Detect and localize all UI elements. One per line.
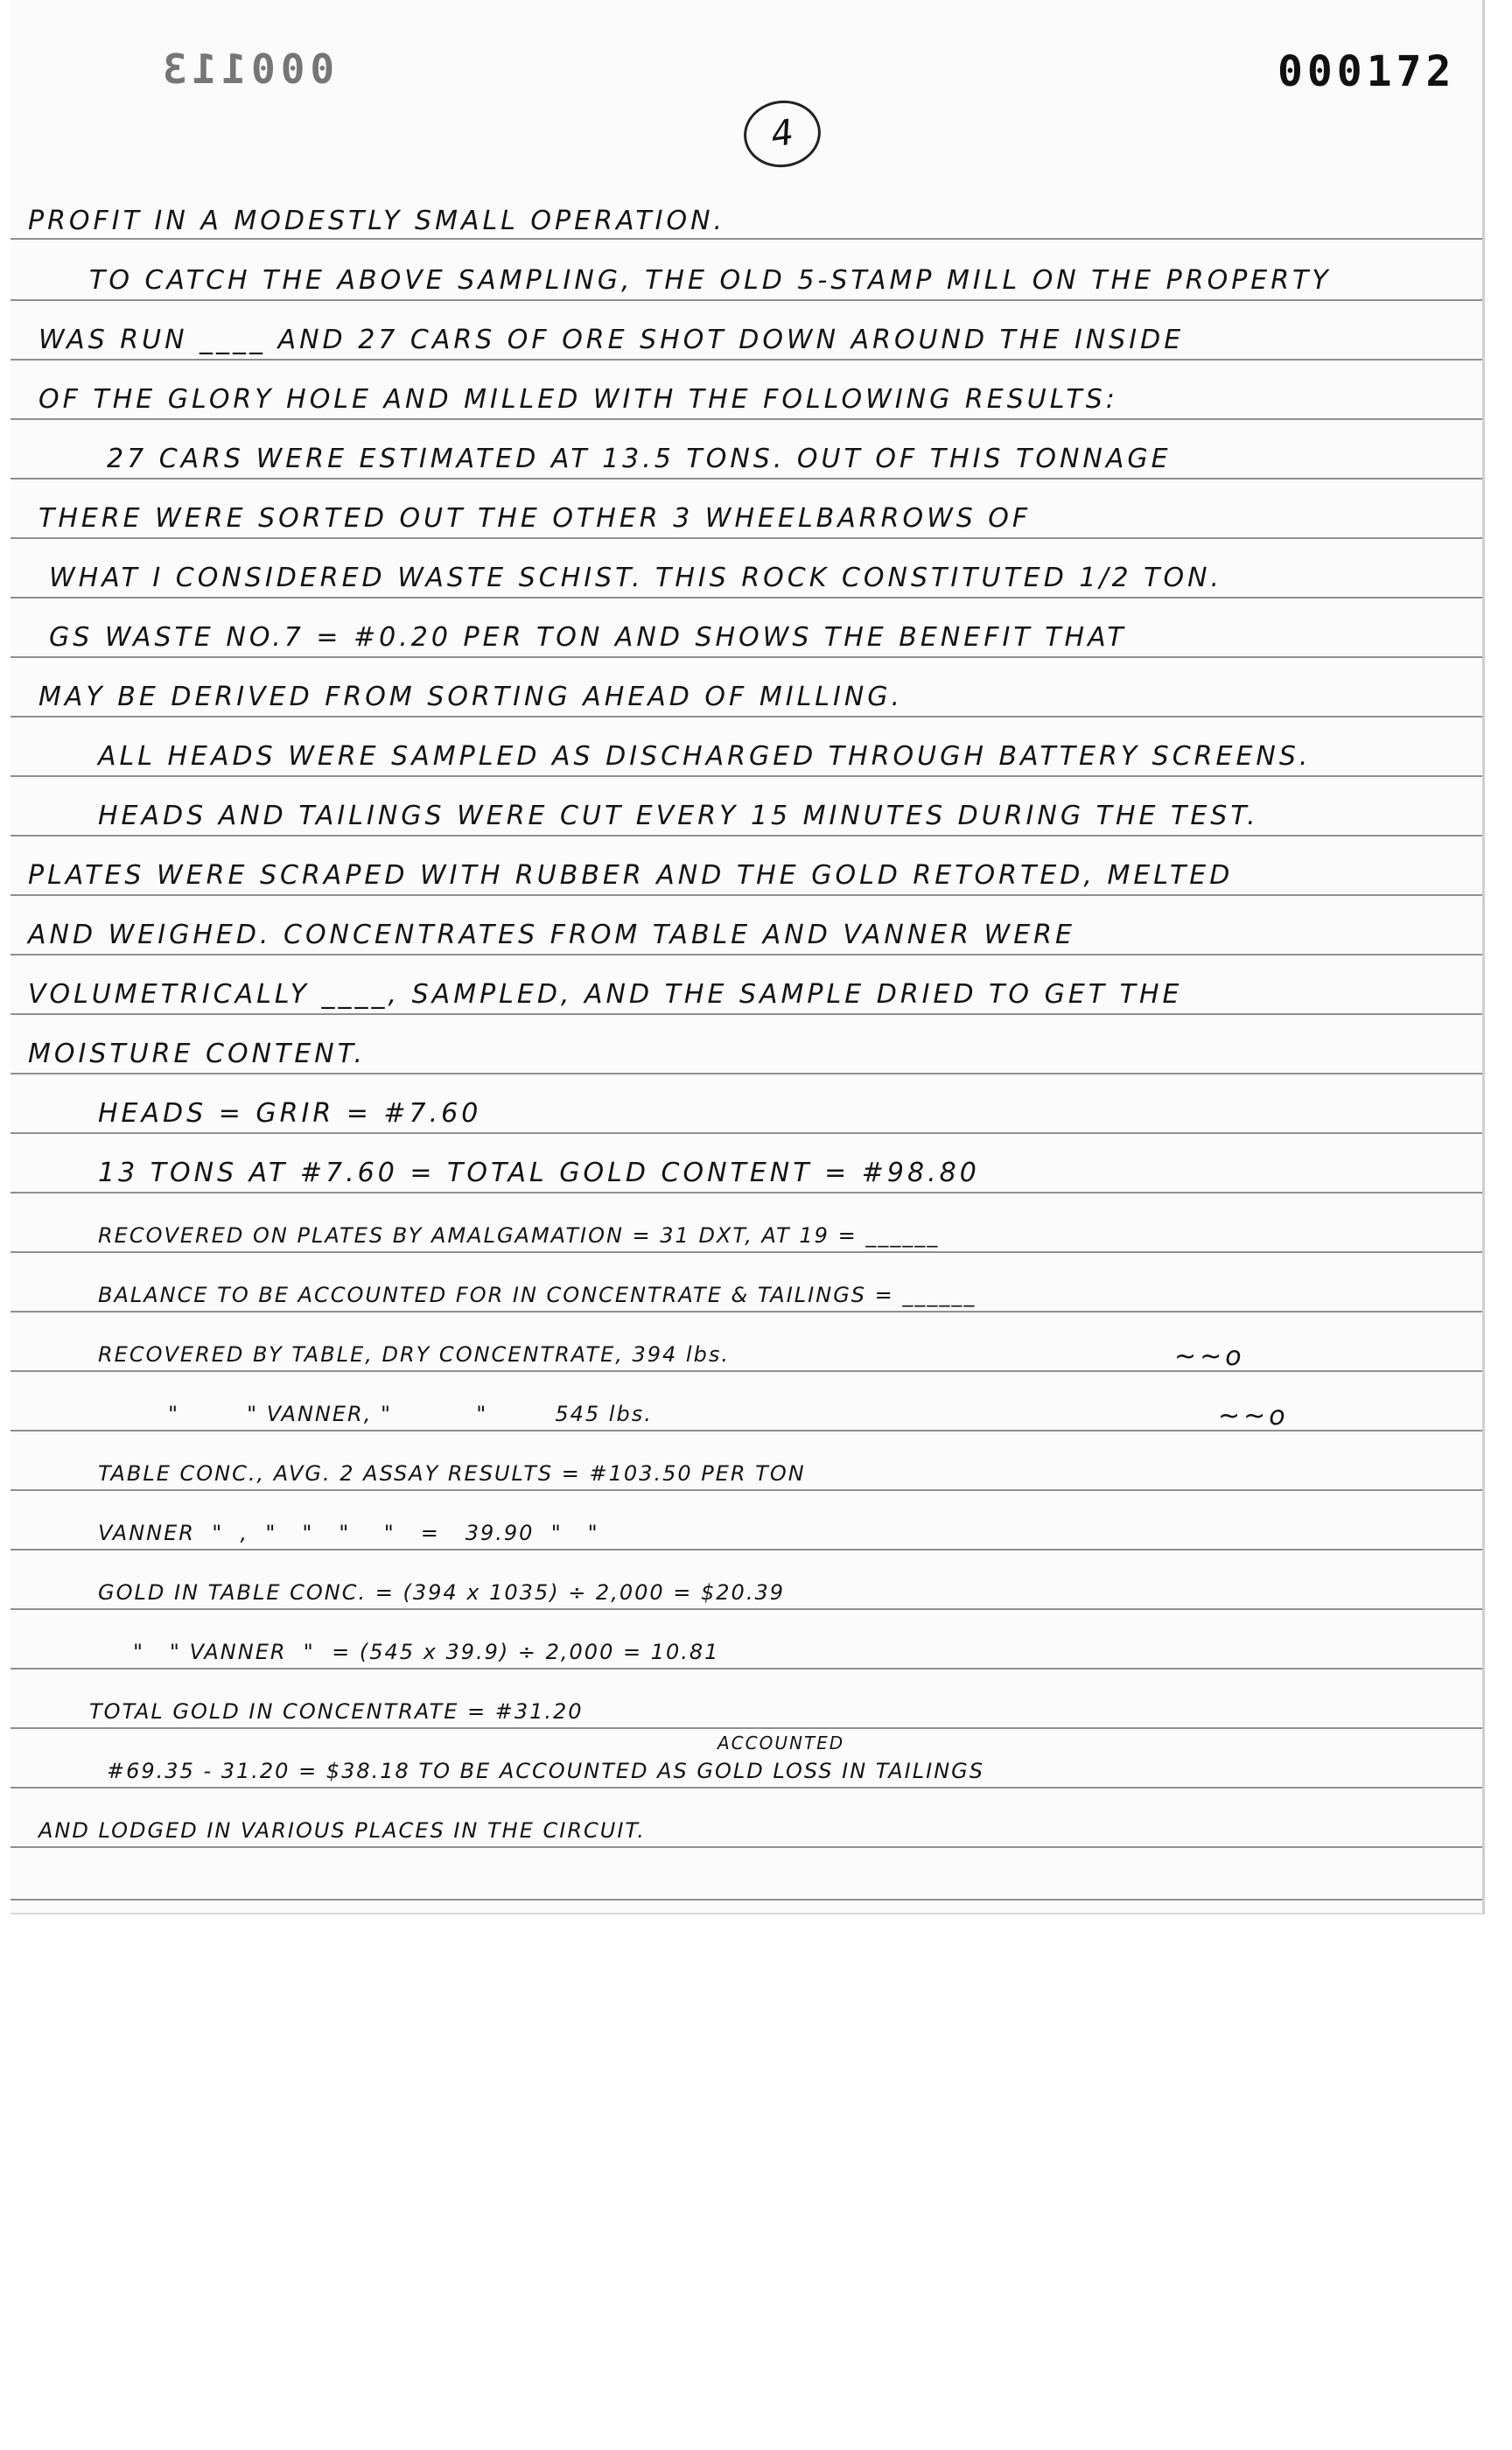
ruled-line	[10, 1013, 1482, 1015]
ruled-line	[10, 894, 1482, 896]
handwritten-line: ALL HEADS WERE SAMPLED AS DISCHARGED THROUGH BATTERY SCREENS.	[98, 741, 1312, 772]
handwritten-line: 13 TONS AT #7.60 = TOTAL GOLD CONTENT = #98.80	[98, 1158, 980, 1188]
insertion-note: ACCOUNTED	[718, 1732, 845, 1754]
handwritten-line: RECOVERED ON PLATES BY AMALGAMATION = 31 DXT, AT 19 = ______	[98, 1223, 940, 1248]
handwritten-line: TO CATCH THE ABOVE SAMPLING, THE OLD 5-STAMP MILL ON THE PROPERTY	[89, 265, 1332, 296]
handwritten-line: HEADS AND TAILINGS WERE CUT EVERY 15 MINUTES DURING THE TEST.	[98, 801, 1259, 831]
ruled-line	[10, 1489, 1482, 1491]
ruled-line	[10, 299, 1482, 301]
handwritten-line: GS WASTE NO.7 = #0.20 PER TON AND SHOWS THE BENEFIT THAT	[49, 622, 1127, 653]
ruled-line	[10, 537, 1482, 539]
page-number-circle	[739, 95, 825, 172]
handwritten-line: PLATES WERE SCRAPED WITH RUBBER AND THE GOLD RETORTED, MELTED	[28, 860, 1234, 891]
handwritten-line: TOTAL GOLD IN CONCENTRATE = #31.20	[89, 1699, 584, 1724]
ruled-line	[10, 1549, 1482, 1550]
handwritten-line: " " VANNER " = (545 x 39.9) ÷ 2,000 = 10.81	[133, 1640, 720, 1664]
ruled-line	[10, 597, 1482, 598]
handwritten-line: MAY BE DERIVED FROM SORTING AHEAD OF MILLING.	[38, 682, 904, 712]
ruled-line	[10, 1846, 1482, 1848]
mirrored-page-stamp: 000113	[158, 46, 335, 93]
handwritten-line: RECOVERED BY TABLE, DRY CONCENTRATE, 394 lbs.	[98, 1342, 730, 1367]
ruled-line	[10, 1787, 1482, 1788]
ruled-line	[10, 1073, 1482, 1074]
handwritten-line: WAS RUN ____ AND 27 CARS OF ORE SHOT DOWN AROUND THE INSIDE	[38, 325, 1185, 355]
ruled-line	[10, 716, 1482, 718]
handwritten-line: AND LODGED IN VARIOUS PLACES IN THE CIRCUIT.	[38, 1818, 646, 1843]
squiggle-mark: ~~o	[1218, 1401, 1289, 1432]
handwritten-line: HEADS = GRIR = #7.60	[98, 1098, 482, 1129]
handwritten-line: MOISTURE CONTENT.	[28, 1039, 367, 1069]
handwritten-line: WHAT I CONSIDERED WASTE SCHIST. THIS ROCK CONSTITUTED 1/2 TON.	[49, 563, 1223, 593]
page-number: 4	[768, 112, 796, 156]
handwritten-line: OF THE GLORY HOLE AND MILLED WITH THE FOLLOWING RESULTS:	[38, 384, 1118, 415]
ruled-line	[10, 238, 1482, 240]
handwritten-line: VOLUMETRICALLY ____, SAMPLED, AND THE SAMPLE DRIED TO GET THE	[28, 979, 1183, 1010]
ruled-line	[10, 1251, 1482, 1253]
scanned-page	[10, 0, 1485, 1914]
ruled-line	[10, 775, 1482, 777]
ruled-line	[10, 954, 1482, 956]
ruled-line	[10, 478, 1482, 480]
ruled-line	[10, 1608, 1482, 1610]
handwritten-line: GOLD IN TABLE CONC. = (394 x 1035) ÷ 2,000 = $20.39	[98, 1580, 785, 1605]
handwritten-line: TABLE CONC., AVG. 2 ASSAY RESULTS = #103.50 PER TON	[98, 1461, 806, 1486]
ruled-line	[10, 1370, 1482, 1372]
handwritten-line: " " VANNER, " " 545 lbs.	[168, 1402, 653, 1426]
ruled-line	[10, 1311, 1482, 1312]
handwritten-line: #69.35 - 31.20 = $38.18 TO BE ACCOUNTED AS GOLD LOSS IN TAILINGS	[107, 1759, 984, 1783]
handwritten-line: AND WEIGHED. CONCENTRATES FROM TABLE AND VANNER WERE	[28, 920, 1075, 950]
squiggle-mark: ~~o	[1174, 1341, 1245, 1372]
handwritten-line: 27 CARS WERE ESTIMATED AT 13.5 TONS. OUT OF THIS TONNAGE	[107, 444, 1172, 474]
handwritten-line: THERE WERE SORTED OUT THE OTHER 3 WHEELBARROWS OF	[38, 503, 1032, 534]
ruled-line	[10, 835, 1482, 836]
ruled-line	[10, 418, 1482, 420]
ruled-line	[10, 1132, 1482, 1134]
document-number: 000172	[1278, 47, 1456, 96]
handwritten-line: PROFIT IN A MODESTLY SMALL OPERATION.	[28, 206, 726, 236]
ruled-line	[10, 359, 1482, 360]
handwritten-line: BALANCE TO BE ACCOUNTED FOR IN CONCENTRATE & TAILINGS = ______	[98, 1283, 976, 1307]
ruled-line	[10, 656, 1482, 658]
ruled-line	[10, 1192, 1482, 1194]
ruled-line	[10, 1727, 1482, 1729]
ruled-line	[10, 1899, 1482, 1900]
ruled-line	[10, 1668, 1482, 1670]
handwritten-line: VANNER " , " " " " = 39.90 " "	[98, 1521, 599, 1545]
